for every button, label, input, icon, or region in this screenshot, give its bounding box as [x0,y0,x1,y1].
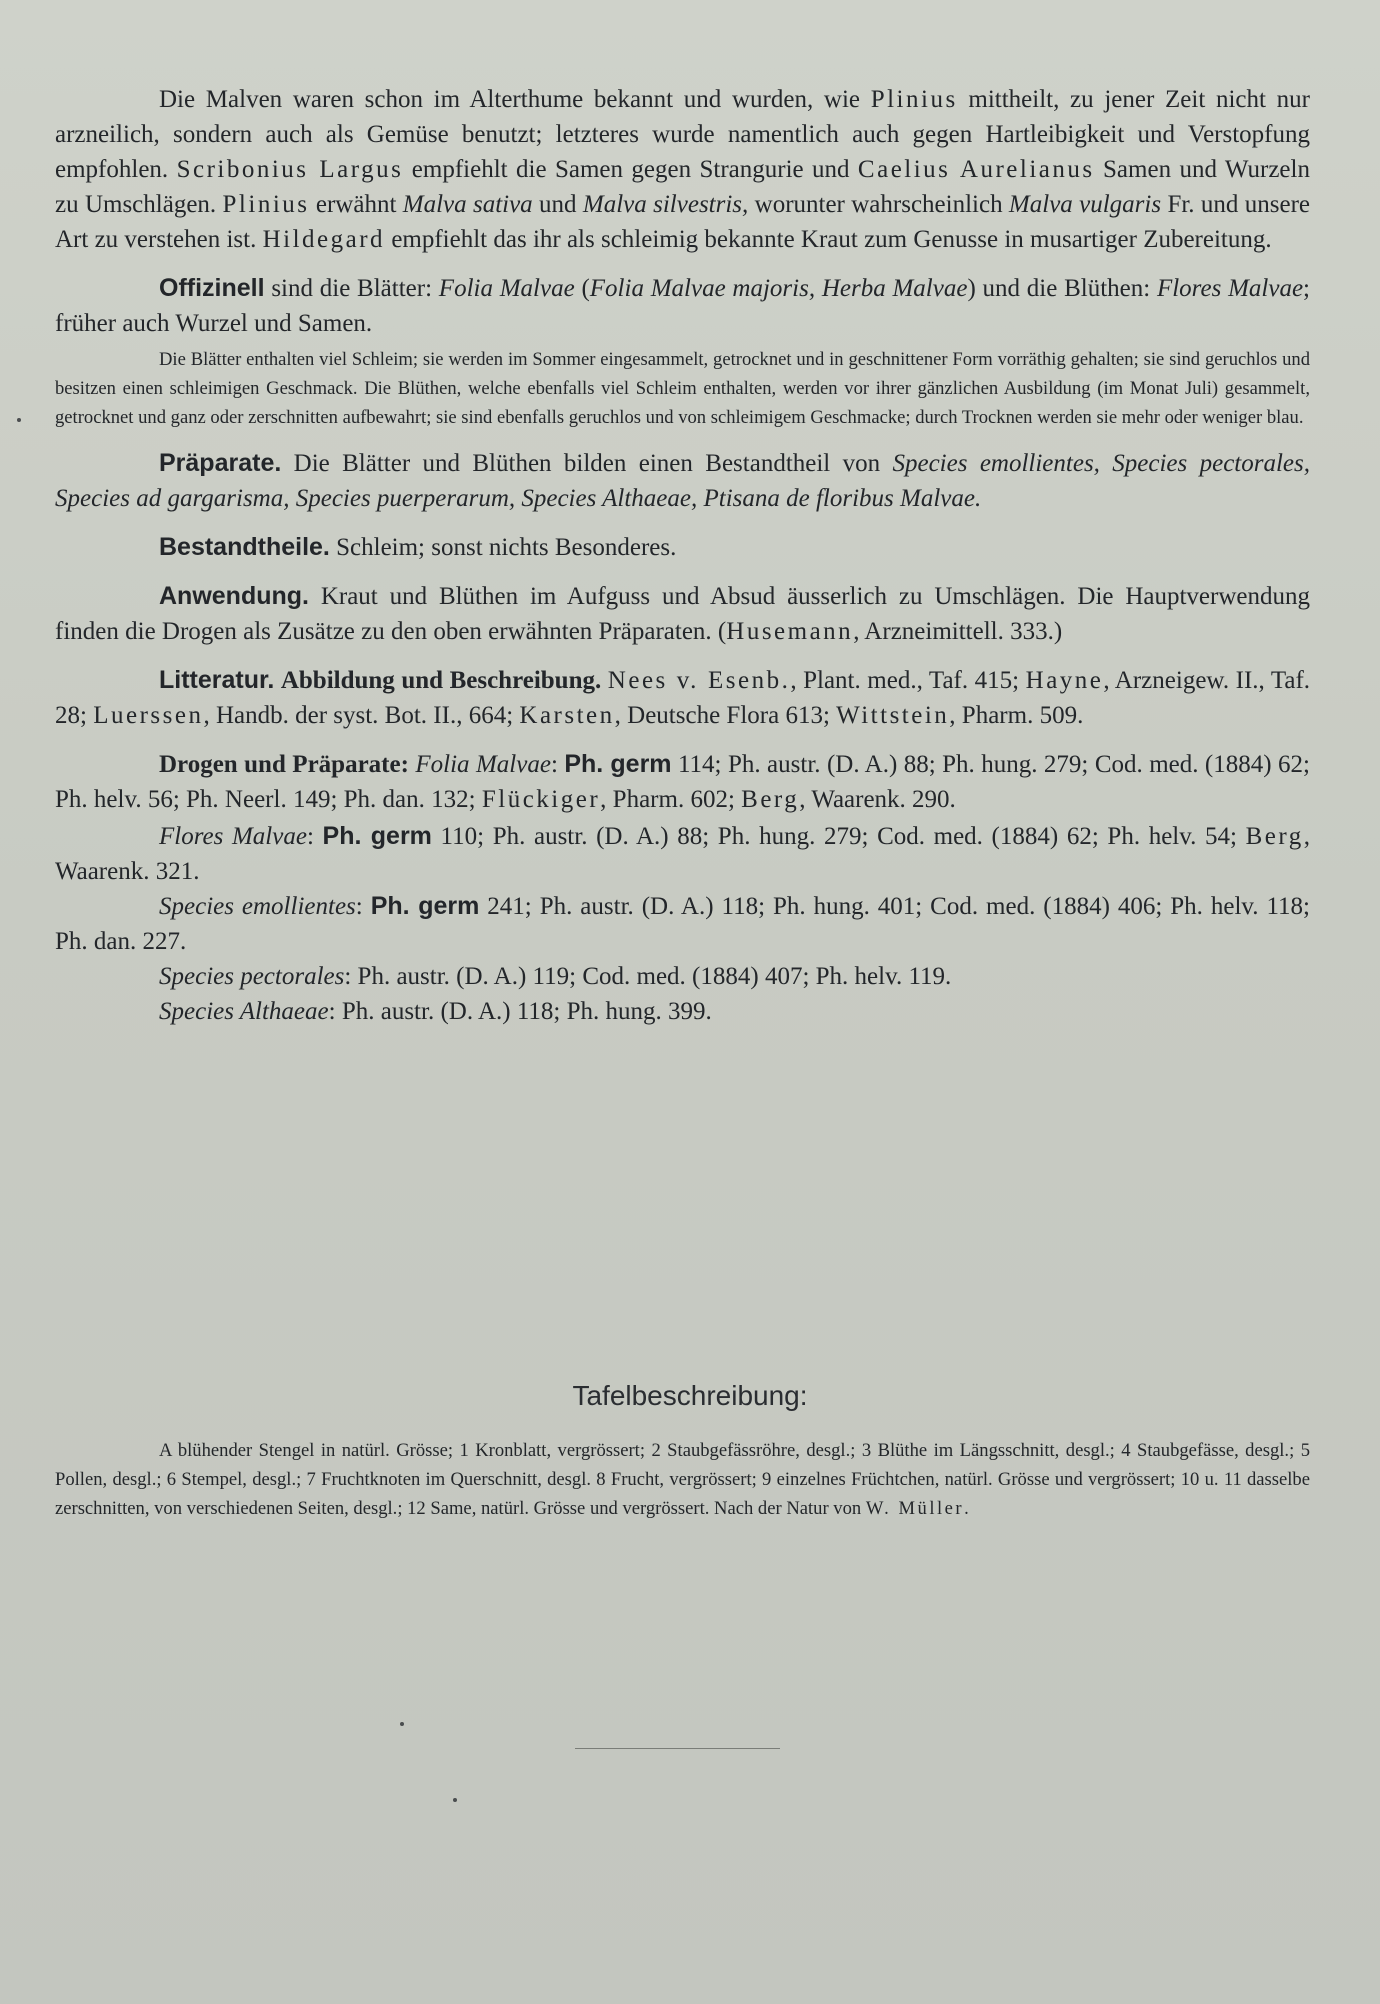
author-wittstein: Wittstein [836,702,950,729]
section-text: : Ph. austr. (D. A.) 119; Cod. med. (1884) 407; Ph. helv. 119. [344,963,952,990]
drug-name: Folia Malvae [438,275,575,302]
section-text: ) und die Blüthen: [967,275,1157,302]
closing-rule [575,1748,780,1749]
ph-germ: Ph. germ [564,750,672,778]
drug-name: Flores Malvae [1156,275,1304,302]
drug-name: Folia Malvae majoris, Herba Malvae [589,275,968,302]
drug-name: Species Althaeae [159,998,329,1025]
author-plinius: Plinius [222,191,310,218]
section-text: , Pharm. 602; [600,786,742,813]
subheading-abbildung: Abbildung und Beschreibung. [280,667,602,694]
section-text: , Deutsche Flora 613; [614,702,837,729]
section-text: 241; Ph. austr. (D. A.) 118; Ph. hung. 401; Cod. med. (1884) 406; Ph. helv. 118; Ph. dan. 227. [55,893,1310,955]
author-nees: Nees v. Esenb. [607,667,791,694]
tafel-text: . [964,1498,969,1519]
section-heading-bestandtheile: Bestandtheile. [159,533,330,561]
section-heading-litteratur: Litteratur. [159,666,275,694]
section-heading-praeparate: Präparate. [159,449,282,477]
species-name: Malva vulgaris [1008,191,1162,218]
main-text [55,82,1310,1029]
tafel-title: Tafelbeschreibung: [572,1380,808,1411]
offizinell-note: Die Blätter enthalten viel Schleim; sie werden im Sommer eingesammelt, getrocknet und in geschnittener Form vorräthig gehalten; sie sind geruchlos und besitzen einen schleimigen Geschmack. Die Blüthen, welche ebenfalls viel Schleim enthalten, werden vor ihrer gänzlichen Ausbildung (im Monat Juli) gesammelt, getrocknet und ganz oder zerschnitten aufbewahrt; sie sind ebenfalls geruchlos und von schleimigem Geschmacke; durch Trocknen werden sie mehr oder weniger blau. [55,349,1310,428]
intro-text: mittheilt, zu jener Zeit nicht nur arzneilich, sondern auch als Gemüse benutzt; letzteres wurde namentlich auch gegen Hartleibigkeit und Verstopfung empfohlen. [55,86,1310,183]
author-scribonius: Scribonius Largus [176,156,404,183]
tafel-paragraph [55,1436,1310,1523]
drogen-folia: Drogen und Präparate: Folia Malvae: Ph. germ 114; Ph. austr. (D. A.) 88; Ph. hung. 279; Cod. med. (1884) 62; Ph. helv. 56; Ph. Neerl. 149; Ph. dan. 132; Flückiger, Pharm. 602; Berg, Waarenk. 290. [55,750,1310,813]
section-text: , Pharm. 509. [949,702,1084,729]
print-speck [453,1798,457,1802]
intro-text: worunter wahrscheinlich [748,191,1009,218]
author-berg: Berg [1245,823,1304,850]
tafel-description [55,1436,1310,1523]
author-flueckiger: Flückiger [481,786,601,813]
author-hayne: Hayne [1025,667,1104,694]
drug-name: Folia Malvae [415,751,551,778]
drogen-flores: Flores Malvae: Ph. germ 110; Ph. austr. (D. A.) 88; Ph. hung. 279; Cod. med. (1884) 62; Ph. helv. 54; Berg, Waarenk. 321. [55,822,1310,885]
section-text: ( [574,275,590,302]
section-text: : Ph. austr. (D. A.) 118; Ph. hung. 399. [328,998,712,1025]
species-name: Malva sativa [402,191,533,218]
author-karsten: Karsten [519,702,615,729]
intro-text: und [532,191,583,218]
tafel-text: A blühender Stengel in natürl. Grösse; 1 Kronblatt, vergrössert; 2 Staubgefässröhre, desgl.; 3 Blüthe im Längsschnitt, desgl.; 4 Staubgefässe, desgl.; 5 Pollen, desgl.; 6 Stempel, desgl.; 7 Fruchtknoten im Querschnitt, desgl. 8 Frucht, vergrössert; 9 einzelnes Früchtchen, natürl. Grösse und vergrössert; 10 u. 11 dasselbe zerschnitten, von verschiedenen Seiten, desgl.; 12 Same, natürl. Grösse und vergrössert. Nach der Natur von [55,1440,1310,1519]
ph-germ: Ph. germ [370,892,480,920]
author-caelius: Caelius Aurelianus [857,156,1095,183]
preparation-list: Species emollientes, Species pectorales, Species ad gargarisma, Species puerperarum, Species Althaeae, Ptisana de floribus Malvae. [55,450,1311,512]
author-hildegard: Hildegard [262,226,386,253]
section-heading-anwendung: Anwendung. [159,582,309,610]
section-text: ; früher auch Wurzel und Samen. [55,275,1310,337]
drug-name: Flores Malvae [159,823,307,850]
drogen-pectorales [55,959,1310,994]
section-text: , Waarenk. 321. [55,823,1310,885]
section-heading-offizinell: Offizinell [159,274,265,302]
intro-paragraph [55,82,1310,257]
section-text: , Arzneigew. II., Taf. 28; [55,667,1311,729]
bestandtheile-paragraph [55,530,1310,565]
intro-text: Samen und Wurzeln zu Umschlägen. [55,156,1310,218]
section-text: Kraut und Blüthen im Aufguss und Absud äusserlich zu Umschlägen. Die Hauptverwendung finden die Drogen als Zusätze zu den oben erwähnten Präparaten. ( [55,583,1310,645]
intro-text: Fr. und unsere Art zu verstehen ist. [55,191,1310,253]
intro-text: Die Malven waren schon im Alterthume bekannt und wurden, wie [159,86,871,113]
offizinell-paragraph [55,271,1310,341]
litteratur-paragraph [55,663,1310,733]
section-text: , Waarenk. 290. [799,786,956,813]
section-text: Die Blätter und Blüthen bilden einen Bestandtheil von [281,450,893,477]
species-name: Malva silvestris, [582,191,749,218]
drug-name: Species emollientes [159,893,356,920]
author-plinius: Plinius [870,86,958,113]
section-text: , Handb. der syst. Bot. II., 664; [203,702,520,729]
section-text: sind die Blätter: [264,275,439,302]
section-text: 114; Ph. austr. (D. A.) 88; Ph. hung. 279; Cod. med. (1884) 62; Ph. helv. 56; Ph. Neerl. 149; Ph. dan. 132; [55,751,1310,813]
print-speck [400,1722,404,1726]
author-husemann: Husemann [726,618,854,645]
drug-name: Species pectorales [159,963,345,990]
praeparate-paragraph [55,446,1310,516]
intro-text: empfiehlt die Samen gegen Strangurie und [403,156,858,183]
author-mueller: W. Müller [865,1498,965,1519]
section-text: , Arzneimittell. 333.) [853,618,1063,645]
section-text: 110; Ph. austr. (D. A.) 88; Ph. hung. 279; Cod. med. (1884) 62; Ph. helv. 54; [431,823,1246,850]
author-luerssen: Luerssen [93,702,204,729]
intro-text: empfiehlt das ihr als schleimig bekannte Kraut zum Genusse in musartiger Zubereitung. [385,226,1272,253]
print-speck [17,418,21,422]
intro-text: erwähnt [309,191,403,218]
section-text: Schleim; sonst nichts Besonderes. [329,534,677,561]
anwendung-paragraph [55,579,1310,649]
drogen-althaeae [55,994,1310,1029]
section-text: , Plant. med., Taf. 415; [790,667,1026,694]
ph-germ: Ph. germ [322,822,432,850]
author-berg: Berg [741,786,800,813]
drogen-emollientes: Species emollientes: Ph. germ 241; Ph. austr. (D. A.) 118; Ph. hung. 401; Cod. med. (1884) 406; Ph. helv. 118; Ph. dan. 227. [55,892,1310,955]
section-heading-drogen: Drogen und Präparate: [159,751,409,778]
